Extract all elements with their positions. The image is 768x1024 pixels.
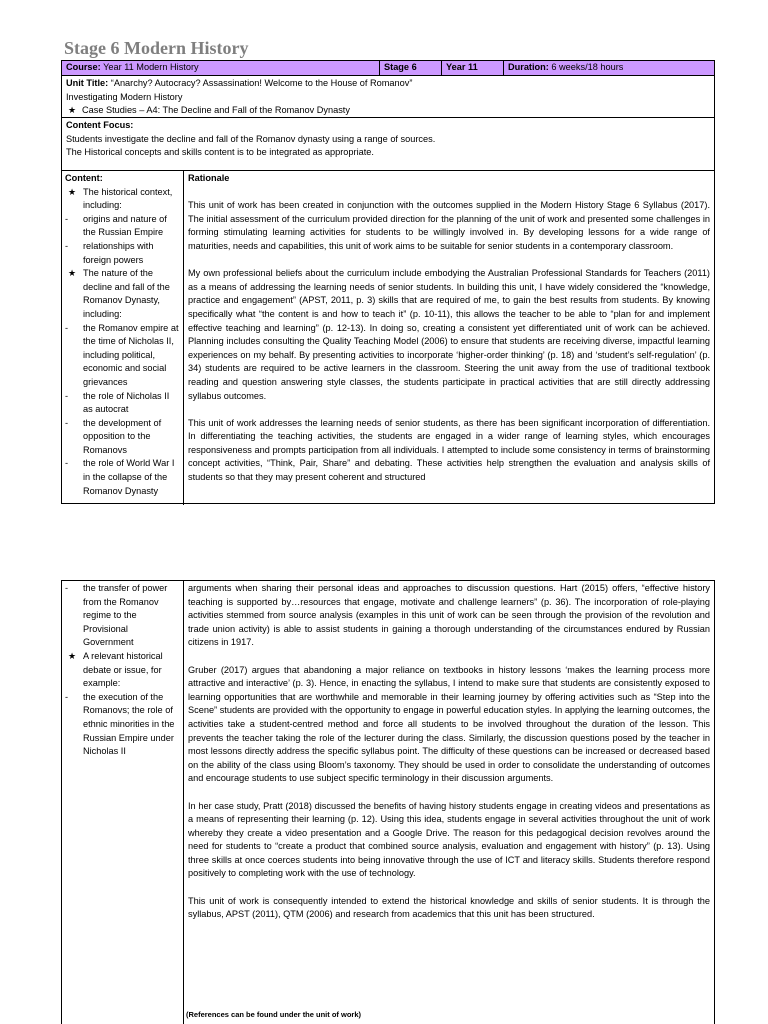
content-focus-line-2: The Historical concepts and skills content is to be integrated as appropriate. xyxy=(66,147,374,158)
content-list-item xyxy=(65,457,181,498)
page-title: Stage 6 Modern History xyxy=(64,38,249,58)
rationale-paragraph: In her case study, Pratt (2018) discussed the benefits of having history students engage in creating videos and presentations as a means of representing their learning (p. 12). Using this idea, students engage in several activities throughout the unit of work whereby they create a video presentation and a Google Drive. The reason for this pedagogical decision revolves around the need for students to “create a product that combined source analysis, evaluation and engagement with history” (p. 13). Using three skills at once coerces students into being innovative through the use of ICT and literacy skills. Students therefore respond positively to completing work with the use of technology. xyxy=(188,800,710,879)
content-list-item xyxy=(65,390,181,417)
content-list-item-text: A relevant historical debate or issue, for example: xyxy=(83,650,163,689)
rationale-paragraph: This unit of work has been created in conjunction with the outcomes supplied in the Modern History Stage 6 Syllabus (2017). The initial assessment of the curriculum provided direction for the planning of the unit of work and presented some challenges in forming stimulating learning activities for students to be willingly involved in. By developing lessons for a wide range of maturities, needs and capabilities, this unit of work aims to be suitable for senior students in a contemporary classroom. xyxy=(188,200,710,251)
unit-line-3 xyxy=(66,104,710,118)
dash-bullet: - xyxy=(65,390,69,401)
content-list-item xyxy=(65,186,181,213)
rationale-paragraph: My own professional beliefs about the curriculum include embodying the Australian Professional Standards for Teachers (2011) as a means of addressing the learning needs of senior students. In building this unit, I have widely considered the “knowledge, practice and engagement” (APST, 2011, p. 3) skills that are required of me, to gain the best results from students. By knowing specifically what “the content is and how to teach it” (p. 10-11), this allows the teacher to be able to “plan for and implement effective teaching and learning” (p. 12-13). In doing so, creating a consistent yet differentiated unit of work can be achieved. Planning includes consulting the Quality Teaching Model (2006) to ensure that students are receiving diverse, impactful learning experiences on my behalf. By presenting activities to incorporate ‘higher-order thinking’ (p. 18) and ‘student’s self-regulation’ (p. 34) students are required to be active learners in the classroom. Steering the unit away from the use of traditional textbook reading and question answering style classes, the students participate in practical activities that are still directly addressing syllabus outcomes. xyxy=(188,268,710,401)
content-list-item-text: the development of opposition to the Romanovs xyxy=(83,417,162,455)
rationale-text xyxy=(188,582,710,922)
content-list-item xyxy=(65,322,181,390)
content-list xyxy=(65,186,181,499)
course-value: Year 11 Modern History xyxy=(100,62,199,72)
unit-line-2: Investigating Modern History xyxy=(66,91,183,102)
unit-line-3-text: Case Studies – A4: The Decline and Fall of the Romanov Dynasty xyxy=(82,105,350,116)
star-icon: ★ xyxy=(68,268,77,279)
content-list-item-text: the Romanov empire at the time of Nicholas II, including political, economic and social grievances xyxy=(83,322,179,387)
stage-cell: Stage 6 xyxy=(380,61,442,75)
dash-bullet: - xyxy=(65,213,69,224)
content-list-item xyxy=(65,691,181,759)
rationale-paragraph: arguments when sharing their personal ideas and approaches to discussion questions. Hart (2015) offers, “effective history teaching is supported by…resources that engage, motivate and challenge learners” (p. 36). The incorporation of role-playing activities stemmed from source analysis (examples in this unit of work can be seen through the provision of the revolution and trade union activity) is able to assist students in gaining a thorough understanding of the circumstances endured by Russian citizens in 1917. xyxy=(188,583,710,648)
star-icon: ★ xyxy=(68,186,77,197)
content-list-item xyxy=(65,582,181,650)
content-header: Content: xyxy=(65,173,103,183)
duration-cell xyxy=(504,61,714,75)
content-list-item-text: the transfer of power from the Romanov regime to the Provisional Government xyxy=(83,583,168,648)
dash-bullet: - xyxy=(65,583,69,593)
rationale-column-2 xyxy=(184,581,714,1024)
dash-bullet: - xyxy=(65,322,69,333)
content-list-item xyxy=(65,267,181,321)
content-focus-line-1: Students investigate the decline and fall of the Romanov dynasty using a range of sources. xyxy=(66,133,436,144)
unit-title-label: Unit Title: xyxy=(66,78,109,88)
star-icon: ★ xyxy=(68,650,77,661)
content-list-item-text: the execution of the Romanovs; the role of ethnic minorities in the Russian Empire under Nicholas II xyxy=(83,691,175,757)
content-list-item xyxy=(65,650,181,691)
star-icon: ★ xyxy=(68,105,77,116)
unit-title-value: “Anarchy? Autocracy? Assassination! Welcome to the House of Romanov” xyxy=(108,78,413,88)
rationale-header: Rationale xyxy=(188,173,230,183)
content-list-item-text: the role of World War I in the collapse of the Romanov Dynasty xyxy=(83,458,175,496)
rationale-paragraph: This unit of work is consequently intended to extend the historical knowledge and skills of senior students. It is through the syllabus, APST (2011), QTM (2006) and research from academics that this unit has been structured. xyxy=(188,895,710,920)
unit-title-row xyxy=(62,76,714,118)
content-column-2 xyxy=(62,581,184,1024)
unit-table-page-2 xyxy=(61,580,715,1024)
dash-bullet: - xyxy=(65,458,69,469)
content-list-item-text: origins and nature of the Russian Empire xyxy=(83,213,167,238)
rationale-paragraph: Gruber (2017) argues that abandoning a major reliance on textbooks in history lessons ‘makes the learning process more attractive and interactive’ (p. 3). Hence, in enacting the syllabus, I intend to make sure that students are consistently exposed to learning opportunities that are worthwhile and memorable in their learning journey by offering activities such as “Step into the Scene” students are provided with the opportunity to engage in powerful education styles. In applying the learning outcomes, the activities take a student-centred method and force all students to be involved throughout the duration of the lesson. This prevents the teacher taking the role of the lecturer during the class. Similarly, the discussion questions posed by the teacher in most lessons directly address the specific syllabus point. The difficulty of these questions can be increased or decreased based on the ability of the class using Bloom’s taxonomy. They should be used in order to consolidate the understanding of outcomes and encourage students to use subject specific terminology in their discussion arguments. xyxy=(188,664,710,784)
content-list-item-text: relationships with foreign powers xyxy=(83,240,154,265)
unit-table-page-1 xyxy=(61,60,715,504)
dash-bullet: - xyxy=(65,691,69,702)
content-list-item xyxy=(65,213,181,240)
course-label: Course: xyxy=(66,62,101,72)
content-rationale-row-1 xyxy=(62,171,714,505)
rationale-column-1 xyxy=(184,171,714,505)
references-note: (References can be found under the unit of work) xyxy=(186,1010,362,1019)
year-cell: Year 11 xyxy=(442,61,504,75)
content-focus-row xyxy=(62,118,714,171)
content-list xyxy=(65,582,181,759)
content-list-item-text: The nature of the decline and fall of the Romanov Dynasty, including: xyxy=(83,268,170,319)
content-list-item xyxy=(65,417,181,458)
dash-bullet: - xyxy=(65,417,69,428)
content-column-1 xyxy=(62,171,184,505)
rationale-text xyxy=(188,199,710,484)
course-row xyxy=(62,61,714,76)
duration-value: 6 weeks/18 hours xyxy=(548,62,624,72)
content-list-item xyxy=(65,240,181,267)
content-focus-label: Content Focus: xyxy=(66,120,134,130)
content-list-item-text: The historical context, including: xyxy=(83,186,173,211)
content-rationale-row-2 xyxy=(62,581,714,1024)
rationale-paragraph: This unit of work addresses the learning needs of senior students, as there has been significant incorporation of differentiation. In differentiating the teaching activities, the students are engaged in a wider range of learning styles, which encourages responsiveness and prompts participation from all individuals. I attempted to include some consistency in terms of brainstorming concept activities, “Think, Pair, Share” and debating. These activities help strengthen the evaluation and analysis skills of students so that they may present coherent and structured xyxy=(188,417,710,483)
dash-bullet: - xyxy=(65,240,69,251)
content-list-item-text: the role of Nicholas II as autocrat xyxy=(83,390,170,415)
course-cell xyxy=(62,61,380,75)
duration-label: Duration: xyxy=(508,62,549,72)
